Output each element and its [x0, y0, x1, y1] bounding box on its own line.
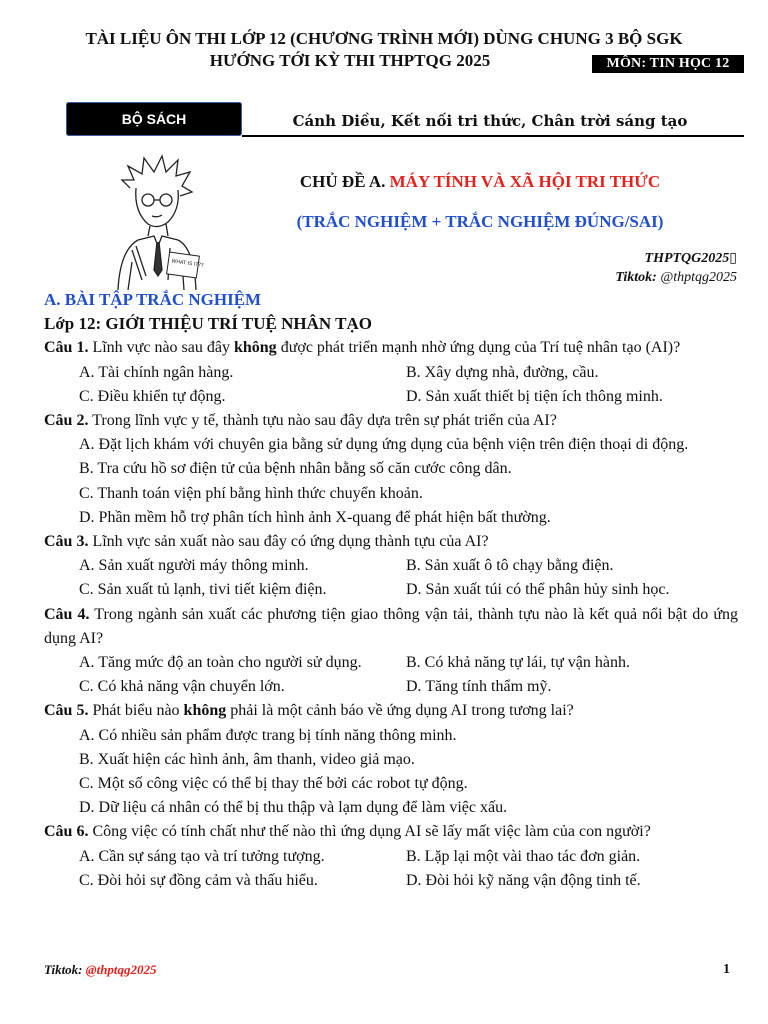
topic-prefix: CHỦ ĐỀ A.	[299, 172, 386, 191]
header-divider	[242, 135, 744, 137]
answer-b[interactable]: B. Tra cứu hồ sơ điện tử của bệnh nhân bằng số căn cước công dân.	[79, 460, 512, 478]
question-text: Lĩnh vực sản xuất nào sau đây có ứng dụng thành tựu của AI?	[88, 533, 489, 551]
answer-d[interactable]: D. Tăng tính thẩm mỹ.	[406, 678, 552, 696]
answer-row	[44, 385, 738, 409]
lesson-heading: Lớp 12: GIỚI THIỆU TRÍ TUỆ NHÂN TẠO	[44, 314, 372, 334]
question-5	[44, 699, 738, 723]
answer-c[interactable]: C. Sản xuất tủ lạnh, tivi tiết kiệm điện.	[79, 581, 327, 599]
answer-d[interactable]: D. Dữ liệu cá nhân có thể bị thu thập và lạm dụng để làm việc xấu.	[79, 799, 508, 817]
topic-subtitle: (TRẮC NGHIỆM + TRẮC NGHIỆM ĐÚNG/SAI)	[296, 212, 664, 231]
answer-b[interactable]: B. Xây dựng nhà, đường, cầu.	[406, 363, 599, 381]
handle-tag-text: THPTQG2025	[644, 251, 730, 266]
answer-b[interactable]: B. Xuất hiện các hình ảnh, âm thanh, video giả mạo.	[79, 750, 415, 768]
question-text: được phát triển mạnh nhờ ứng dụng của Trí tuệ nhân tạo (AI)?	[276, 339, 681, 357]
question-text: phải là một cảnh báo về ứng dụng AI trong tương lai?	[226, 702, 574, 720]
question-3	[44, 530, 738, 554]
topic-name: MÁY TÍNH VÀ XÃ HỘI TRI THỨC	[389, 172, 661, 191]
box-glyph-icon: ▯	[729, 251, 737, 266]
section-heading: A. BÀI TẬP TRẮC NGHIỆM	[44, 290, 262, 309]
answer-row	[44, 554, 738, 578]
question-6	[44, 820, 738, 844]
question-label: Câu 6.	[44, 823, 89, 841]
answer-d[interactable]: D. Sản xuất túi có thể phân hủy sinh học.	[406, 581, 670, 599]
answer-b[interactable]: B. Có khả năng tự lái, tự vận hành.	[406, 654, 630, 672]
answer-a[interactable]: A. Cần sự sáng tạo và trí tưởng tượng.	[79, 847, 325, 865]
footer-tiktok-handle[interactable]: @thptqg2025	[85, 962, 157, 977]
answer-row	[44, 869, 738, 893]
document-title-line1: TÀI LIỆU ÔN THI LỚP 12 (CHƯƠNG TRÌNH MỚI) DÙNG CHUNG 3 BỘ SGK	[85, 29, 683, 48]
handle-tag	[645, 250, 737, 267]
question-content	[44, 288, 738, 893]
tiktok-label: Tiktok:	[615, 270, 657, 285]
book-list: Cánh Diều, Kết nối tri thức, Chân trời sáng tạo	[292, 112, 688, 130]
book-set-tab: BỘ SÁCH	[66, 102, 242, 136]
question-label: Câu 4.	[44, 605, 90, 623]
answer-c[interactable]: C. Điều khiển tự động.	[79, 387, 226, 405]
answer-row	[44, 675, 738, 699]
tiktok-handle: @thptqg2025	[660, 270, 737, 285]
answer-row	[44, 845, 738, 869]
answer-c[interactable]: C. Một số công việc có thể bị thay thế bởi các robot tự động.	[79, 775, 468, 793]
subject-badge: MÔN: TIN HỌC 12	[592, 55, 744, 73]
answer-b[interactable]: B. Lặp lại một vài thao tác đơn giản.	[406, 847, 641, 865]
question-2	[44, 409, 738, 433]
anime-character-illustration	[108, 150, 204, 292]
footer-tiktok	[44, 962, 157, 978]
answer-b[interactable]: B. Sản xuất ô tô chạy bằng điện.	[406, 557, 614, 575]
page-number: 1	[723, 962, 730, 977]
question-emphasis: không	[183, 702, 227, 720]
question-emphasis: không	[233, 339, 277, 357]
question-1	[44, 336, 738, 360]
answer-a[interactable]: A. Đặt lịch khám với chuyên gia bằng sử dụng ứng dụng của bệnh viện trên điện thoại di động.	[79, 436, 689, 454]
answer-row	[44, 578, 738, 602]
avatar-sign-text: WHAT IS IT??	[170, 258, 204, 269]
answer-c[interactable]: C. Có khả năng vận chuyển lớn.	[79, 678, 285, 696]
question-label: Câu 5.	[44, 702, 89, 720]
question-text: Công việc có tính chất như thế nào thì ứng dụng AI sẽ lấy mất việc làm của con người?	[88, 823, 651, 841]
answer-d[interactable]: D. Đòi hỏi kỹ năng vận động tinh tế.	[406, 871, 641, 889]
question-text: Trong lĩnh vực y tế, thành tựu nào sau đây dựa trên sự phát triển của AI?	[88, 412, 557, 430]
answer-a[interactable]: A. Tài chính ngân hàng.	[79, 363, 234, 381]
answer-a[interactable]: A. Tăng mức độ an toàn cho người sử dụng.	[79, 654, 362, 672]
answer-c[interactable]: C. Thanh toán viện phí bằng hình thức chuyển khoản.	[79, 484, 423, 502]
answer-row	[44, 651, 738, 675]
question-label: Câu 1.	[44, 339, 89, 357]
answer-a[interactable]: A. Sản xuất người máy thông minh.	[79, 557, 309, 575]
answer-d[interactable]: D. Sản xuất thiết bị tiện ích thông minh.	[406, 387, 663, 405]
question-text: Trong ngành sản xuất các phương tiện giao thông vận tải, thành tựu nào là kết quả nổi bật do ứng dụng AI?	[44, 605, 739, 647]
footer-tiktok-label: Tiktok:	[44, 962, 83, 977]
answer-d[interactable]: D. Phần mềm hỗ trợ phân tích hình ảnh X-quang để phát hiện bất thường.	[79, 508, 551, 526]
question-4	[44, 603, 738, 651]
answer-row	[44, 361, 738, 385]
question-label: Câu 2.	[44, 412, 89, 430]
answer-a[interactable]: A. Có nhiều sản phẩm được trang bị tính năng thông minh.	[79, 726, 457, 744]
tiktok-handle-header	[615, 270, 737, 286]
topic-title	[200, 172, 760, 192]
question-label: Câu 3.	[44, 533, 89, 551]
question-text: Phát biểu nào	[88, 702, 184, 720]
document-title-line2: HƯỚNG TỚI KỲ THI THPTQG 2025	[209, 51, 491, 70]
answer-c[interactable]: C. Đòi hỏi sự đồng cảm và thấu hiểu.	[79, 871, 318, 889]
question-text: Lĩnh vực nào sau đây	[88, 339, 234, 357]
